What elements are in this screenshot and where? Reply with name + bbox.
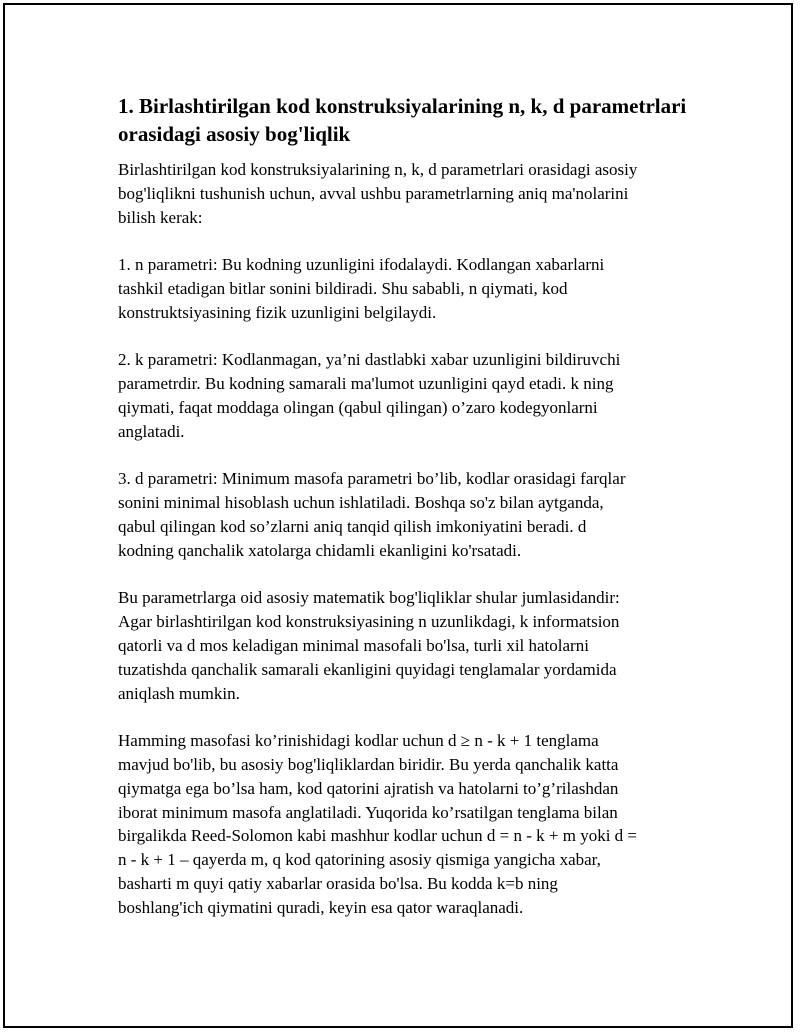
intro-paragraph: Birlashtirilgan kod konstruksiyalarining n, k, d parametrlari orasidagi asosiy bog'liqlikni tushunish uchun, avval ushbu parametrlarning aniq ma'nolarini bilish kerak: (118, 160, 638, 227)
k-parameter-paragraph: 2. k parametri: Kodlanmagan, ya’ni dastlabki xabar uzunligini bildiruvchi parametrdir. Bu kodning samarali ma'lumot uzunligini qayd etadi. k ning qiymati, faqat moddaga olingan (qabul qilingan) o’zaro kodegyonlarni anglatadi. (118, 350, 621, 441)
d-parameter-paragraph: 3. d parametri: Minimum masofa parametri bo’lib, kodlar orasidagi farqlar sonini minimal hisoblash uchun ishlatiladi. Boshqa so'z bilan aytganda, qabul qilingan kod so’zlarni aniq tanqid qilish imkoniyatini beradi. d kodning qanchalik xatolarga chidamli ekanligini ko'rsatadi. (118, 469, 626, 560)
n-parameter-paragraph: 1. n parametri: Bu kodning uzunligini ifodalaydi. Kodlangan xabarlarni tashkil etadigan bitlar sonini bildiradi. Shu sababli, n qiymati, kod konstruktsiyasining fizik uzunligini belgilaydi. (118, 255, 605, 322)
section-heading: 1. Birlashtirilgan kod konstruksiyalarining n, k, d parametrlari orasidagi asosiy bog'liqlik (118, 94, 687, 146)
relations-paragraph: Bu parametrlarga oid asosiy matematik bog'liqliklar shular jumlasidandir: Agar birlashtirilgan kod konstruksiyasining n uzunlikdagi, k informatsion qatorli va d mos keladigan minimal masofali bo'lsa, turli xil hatolarni tuzatishda qanchalik samarali ekanligini quyidagi tenglamalar yordamida aniqlash mumkin. (118, 588, 620, 703)
document-body (118, 92, 688, 943)
hamming-paragraph: Hamming masofasi ko’rinishidagi kodlar uchun d ≥ n - k + 1 tenglama mavjud bo'lib, bu asosiy bog'liqliklardan biridir. Bu yerda qanchalik katta qiymatga ega bo’lsa ham, kod qatorini ajratish va hatolarni to’g’rilashdan iborat minimum masofa anglatiladi. Yuqorida ko’rsatilgan tenglama bilan birgalikda Reed-Solomon kabi mashhur kodlar uchun d = n - k + m yoki d = n - k + 1 – qayerda m, q kod qatorining asosiy qismiga yangicha xabar, basharti m quyi qatiy xabarlar orasida bo'lsa. Bu kodda k=b ning boshlang'ich qiymatini quradi, keyin esa qator waraqlanadi. (118, 731, 638, 917)
